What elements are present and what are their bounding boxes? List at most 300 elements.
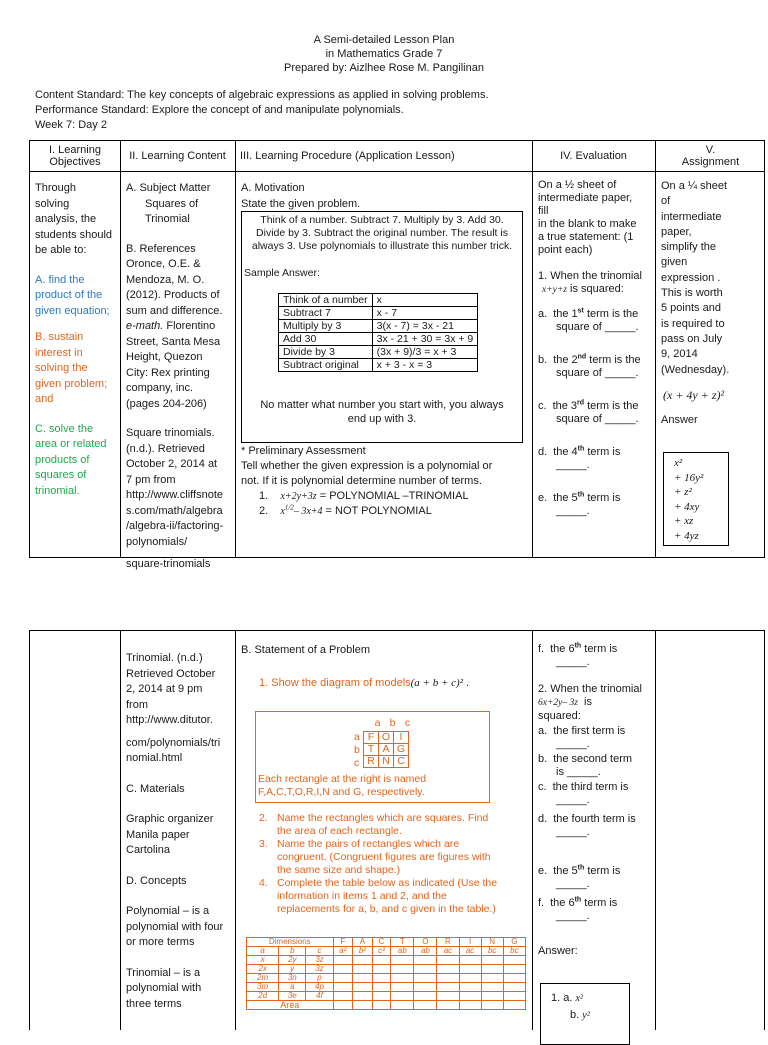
subheader-cell: ab: [391, 947, 414, 956]
dimension-cell: x: [247, 956, 279, 965]
evaluation-item-line: _____.: [556, 656, 590, 668]
objectives-intro: [35, 181, 119, 259]
column-divider: [655, 631, 656, 1030]
header-objectives: [30, 141, 120, 171]
answer-term: + 16y²: [674, 471, 704, 484]
reference-1: [126, 257, 234, 412]
dimensions-header-row: [247, 938, 526, 947]
empty-cell: [333, 992, 353, 1001]
rectangle-header: R: [437, 938, 459, 947]
empty-cell: [503, 1001, 525, 1010]
empty-cell: [414, 965, 437, 974]
conclusion-line: end up with 3.: [347, 413, 417, 425]
header-objectives-line2: Objectives: [49, 156, 101, 168]
empty-cell: [437, 965, 459, 974]
reference-2: [126, 426, 234, 573]
answer-1a: [551, 990, 590, 1007]
content-line: (pages 204-206): [126, 397, 207, 410]
evaluation-item-line: _____.: [556, 794, 590, 806]
assignment-line: of: [661, 195, 671, 208]
conclusion-text: [246, 398, 518, 426]
content-line: Squares of: [145, 197, 199, 210]
prelim-answer: = NOT POLYNOMIAL: [322, 505, 432, 517]
objectives-line: solving: [35, 197, 70, 210]
diagram-column-labels: [370, 717, 415, 729]
empty-cell: [391, 956, 414, 965]
objectives-line: product of the: [35, 289, 103, 301]
expression: – 3x+4: [293, 506, 323, 517]
empty-cell: [481, 1001, 503, 1010]
item-letter: c.: [538, 400, 547, 412]
lesson-plan-table: [29, 140, 765, 570]
empty-cell: [414, 974, 437, 983]
answer-term: x²: [674, 457, 683, 469]
diagram-row-labels: [354, 731, 360, 770]
step-number: 2.: [259, 812, 268, 824]
dimensions-row: [247, 974, 526, 983]
evaluation-item-line: _____.: [556, 459, 590, 471]
expression: x: [280, 506, 285, 517]
empty-cell: [333, 956, 353, 965]
evaluation-item-line: _____.: [556, 826, 590, 838]
item-text: the third term is: [552, 781, 629, 793]
assignment-line: On a ¼ sheet: [661, 180, 728, 192]
evaluation-item-line: [538, 400, 654, 413]
evaluation-item-line: [538, 725, 654, 738]
content-line: Retrieved October: [126, 667, 216, 680]
expression: x+2y+3z: [280, 491, 317, 502]
step-cell: Subtract original: [279, 359, 373, 372]
evaluation-item-line: _____.: [556, 878, 590, 890]
grid-row-label: b: [354, 744, 360, 756]
prelim-title: * Preliminary Assessment: [241, 445, 366, 457]
superscript: th: [574, 896, 582, 904]
rectangle-cell: R: [364, 756, 379, 768]
superscript: th: [577, 864, 585, 872]
evaluation-text: is: [584, 696, 592, 708]
empty-cell: [481, 956, 503, 965]
evaluation-item-line: square of _____.: [556, 367, 639, 379]
problem-line: Think of a number. Subtract 7. Multiply by 3. Add 30.: [260, 214, 504, 226]
step-number: 4.: [259, 877, 268, 889]
empty-cell: [414, 983, 437, 992]
objectives-line: trinomial.: [35, 484, 80, 497]
rectangle-header: I: [459, 938, 481, 947]
rectangle-cell: F: [364, 732, 379, 744]
assignment-line: is required to: [661, 317, 725, 330]
rectangle-cell: I: [394, 732, 409, 744]
evaluation-text: is squared:: [566, 283, 624, 295]
item-text: the 5th term is: [553, 864, 621, 877]
performance-standard: Performance Standard: Explore the concept of and manipulate polynomials.: [35, 104, 404, 116]
step-line: the same size and shape.): [277, 864, 401, 876]
subheader-cell: bc: [481, 947, 503, 956]
rectangle-header: N: [481, 938, 503, 947]
sample-answer-label: Sample Answer:: [244, 267, 320, 279]
table-row: [279, 320, 478, 333]
evaluation-item: [538, 354, 654, 380]
answer-content: [551, 990, 590, 1024]
content-line: http://www.ditutor.: [126, 714, 213, 726]
subheader-cell: ab: [414, 947, 437, 956]
dimension-cell: 3z: [306, 965, 333, 974]
area-label: Area: [247, 1001, 334, 1010]
dimension-cell: 4f: [306, 992, 333, 1001]
rectangle-cell: G: [394, 744, 409, 756]
content-line: City: Rex printing: [126, 366, 210, 379]
evaluation-answer-box: [540, 983, 630, 1045]
column-divider: [235, 141, 236, 557]
item-letter: a.: [538, 308, 548, 320]
empty-cell: [481, 974, 503, 983]
objectives-line: Through: [35, 182, 76, 194]
table-row: [279, 333, 478, 346]
objective-c: [35, 422, 119, 500]
expression: 6x+2y– 3z: [538, 698, 578, 708]
item-text: the 6th term is: [550, 642, 618, 655]
evaluation-item: [538, 897, 654, 923]
evaluation-item-line: [538, 753, 654, 766]
dimension-cell: 3z: [306, 956, 333, 965]
empty-cell: [503, 974, 525, 983]
objectives-line: given problem;: [35, 377, 108, 390]
evaluation-item-line: [538, 308, 654, 321]
preliminary-assessment: [241, 444, 531, 519]
empty-cell: [459, 965, 481, 974]
expression-cell: x: [372, 294, 478, 307]
question-2: 2. When the trinomial: [538, 683, 642, 695]
exponent: 1/2: [284, 503, 294, 512]
empty-cell: [459, 1001, 481, 1010]
empty-cell: [437, 983, 459, 992]
concept-line: three terms: [126, 997, 182, 1010]
dimension-cell: 2x: [247, 965, 279, 974]
empty-cell: [481, 992, 503, 1001]
evaluation-item-line: square of _____.: [556, 321, 639, 333]
document-author: Prepared by: Aizlhee Rose M. Pangilinan: [284, 62, 484, 74]
objectives-line: C. solve the: [35, 422, 94, 435]
expression: x+y+z: [542, 285, 567, 295]
prelim-line: not. If it is polynomial determine number of terms.: [241, 475, 482, 487]
answer-1b: [551, 1007, 590, 1024]
grid-row: [364, 756, 409, 768]
diagram-caption: [258, 773, 426, 799]
evaluation-line: point each): [538, 244, 593, 256]
problem-text: [246, 214, 518, 253]
content-line: Street, Santa Mesa: [126, 335, 221, 348]
superscript: st: [577, 307, 584, 315]
empty-cell: [372, 956, 391, 965]
expression-cell: (3x + 9)/3 = x + 3: [372, 346, 478, 359]
column-divider: [120, 631, 121, 1030]
empty-cell: [391, 974, 414, 983]
header-content: II. Learning Content: [129, 150, 226, 162]
rectangle-header: C: [372, 938, 391, 947]
subheader-cell: ac: [459, 947, 481, 956]
content-line: (n.d.). Retrieved: [126, 442, 205, 455]
step-line: information in items 1 and 2, and the: [277, 890, 447, 902]
dimension-cell: 2m: [247, 974, 279, 983]
empty-cell: [333, 974, 353, 983]
empty-cell: [353, 956, 373, 965]
evaluation-item-f: [538, 643, 654, 669]
motivation-title: A. Motivation: [241, 182, 305, 194]
item-text: the 6th term is: [550, 896, 618, 909]
empty-cell: [333, 983, 353, 992]
content-line: Height, Quezon: [126, 351, 203, 363]
document-header: [0, 33, 768, 75]
problem-box: [241, 211, 523, 443]
item-text: the 1st term is the: [553, 307, 639, 320]
step-cell: Divide by 3: [279, 346, 373, 359]
objectives-line: area or related: [35, 438, 107, 450]
rectangle-header: G: [503, 938, 525, 947]
lesson-plan-table-continued: [29, 630, 765, 1030]
evaluation-text: squared:: [538, 710, 581, 722]
step-line: Name the pairs of rectangles which are: [277, 838, 460, 850]
grid-column-label: a: [374, 717, 381, 729]
subheader-cell: b²: [353, 947, 373, 956]
table-row: [279, 359, 478, 372]
empty-cell: [459, 974, 481, 983]
caption-line: F,A,C,T,O,R,I,N and G, respectively.: [258, 786, 425, 798]
assignment-line: intermediate: [661, 210, 722, 223]
header-assignment-line2: Assignment: [681, 156, 740, 168]
expression: y²: [582, 1010, 590, 1021]
empty-cell: [503, 992, 525, 1001]
number-trick-table: [278, 293, 478, 372]
prelim-answer: = POLYNOMIAL –TRINOMIAL: [316, 490, 469, 502]
column-divider: [235, 631, 236, 1030]
dimension-cell: 3n: [279, 974, 306, 983]
content-line: sum and difference.: [126, 304, 223, 317]
evaluation-item: [538, 813, 654, 839]
empty-cell: [372, 983, 391, 992]
empty-cell: [459, 992, 481, 1001]
evaluation-line: On a ½ sheet of: [538, 179, 617, 191]
evaluation-item: [538, 725, 654, 751]
evaluation-item-line: [538, 813, 654, 826]
objectives-line: students should: [35, 228, 113, 241]
empty-cell: [459, 983, 481, 992]
evaluation-line: fill: [538, 205, 549, 217]
grid-column-label: b: [389, 717, 396, 729]
empty-cell: [391, 983, 414, 992]
superscript: rd: [577, 399, 585, 407]
expression-cell: 3(x - 7) = 3x - 21: [372, 320, 478, 333]
answer-label-text: b.: [570, 1009, 580, 1021]
evaluation-item: [538, 492, 654, 518]
subheader-cell: a²: [333, 947, 353, 956]
objectives-line: analysis, the: [35, 213, 97, 225]
empty-cell: [391, 1001, 414, 1010]
item-letter: c.: [538, 781, 547, 793]
answer-term: + z²: [674, 486, 692, 498]
column-divider: [120, 141, 121, 557]
prelim-item-1: 1. x+2y+3z = POLYNOMIAL –TRINOMIAL: [259, 490, 469, 502]
evaluation-item-line: [538, 354, 654, 367]
item-text: the 4th term is: [553, 445, 621, 458]
step-body: [277, 812, 488, 838]
item-letter: d.: [538, 813, 548, 825]
step-body: [277, 877, 497, 916]
area-row: [247, 1001, 526, 1010]
content-line: square-trinomials: [126, 558, 211, 570]
problem-step: [259, 838, 531, 877]
empty-cell: [372, 992, 391, 1001]
content-cell-continued: [126, 651, 234, 1012]
item-letter: b.: [538, 354, 548, 366]
evaluation-items: [538, 308, 654, 518]
content-line: s.com/math/algebra: [126, 504, 223, 517]
content-text: Florentino: [163, 320, 216, 332]
answer-term: + xz: [674, 515, 694, 527]
rectangles-grid: [363, 731, 409, 768]
empty-cell: [414, 992, 437, 1001]
content-line: company, inc.: [126, 382, 194, 394]
evaluation-item: [538, 446, 654, 472]
rectangle-cell: A: [379, 744, 394, 756]
rectangle-cell: O: [379, 732, 394, 744]
empty-cell: [414, 1001, 437, 1010]
content-line: Mendoza, M. O.: [126, 273, 205, 286]
assignment-answer-box: [663, 452, 729, 546]
objectives-line: interest in: [35, 346, 83, 359]
content-line: http://www.cliffsnote: [126, 489, 224, 501]
evaluation-line: intermediate paper,: [538, 192, 633, 204]
assignment-expression: (x + 4y + z)²: [663, 387, 725, 402]
item-letter: f.: [538, 643, 545, 655]
standards-block: [35, 88, 489, 133]
expression-cell: 3x - 21 + 30 = 3x + 9: [372, 333, 478, 346]
objectives-line: products of: [35, 453, 90, 466]
empty-cell: [353, 965, 373, 974]
content-line: [126, 319, 234, 335]
evaluation-item-line: _____.: [556, 505, 590, 517]
grid-row: [364, 744, 409, 756]
content-standard: Content Standard: The key concepts of algebraic expressions as applied in solving problems.: [35, 89, 489, 101]
evaluation-item-line: [538, 446, 654, 459]
problem-steps: [259, 812, 531, 916]
dimension-cell: 2d: [247, 992, 279, 1001]
content-line: from: [126, 698, 148, 711]
evaluation-item-line: [538, 492, 654, 505]
step-cell: Subtract 7: [279, 307, 373, 320]
assignment-line: 5 points and: [661, 302, 721, 315]
evaluation-item-line: is _____.: [556, 766, 601, 778]
step-line: Name the rectangles which are squares. Find: [277, 812, 489, 824]
problem-line: Divide by 3. Subtract the original number. The result is: [256, 227, 508, 239]
concept-line: polynomial with four: [126, 920, 224, 933]
objectives-line: squares of: [35, 469, 87, 481]
answer-term: + 4xy: [674, 500, 700, 513]
motivation-text: State the given problem.: [241, 197, 361, 210]
empty-cell: [481, 983, 503, 992]
question-1: 1. When the trinomial: [538, 270, 642, 282]
column-divider: [532, 631, 533, 1030]
item-text: the 3rd term is the: [552, 399, 639, 412]
subheader-cell: b: [279, 947, 306, 956]
objective-b: [35, 330, 119, 408]
rectangle-cell: C: [394, 756, 409, 768]
conclusion-line: No matter what number you start with, you always: [260, 399, 504, 411]
empty-cell: [353, 1001, 373, 1010]
rectangle-header: A: [353, 938, 373, 947]
item-letter: b.: [538, 753, 548, 765]
rectangle-cell: N: [379, 756, 394, 768]
objectives-line: A. find the: [35, 273, 85, 286]
step-cell: Add 30: [279, 333, 373, 346]
problem-step: [259, 812, 531, 838]
objectives-line: given equation;: [35, 304, 110, 317]
empty-cell: [414, 956, 437, 965]
evaluation-item-line: square of _____.: [556, 413, 639, 425]
superscript: nd: [577, 353, 587, 361]
objective-a: [35, 273, 119, 320]
objectives-line: B. sustain: [35, 331, 84, 343]
evaluation-item: [538, 308, 654, 334]
header-assignment-line1: V.: [705, 144, 716, 156]
evaluation-item-e: [538, 865, 654, 891]
evaluation-item-line: [538, 865, 654, 878]
prelim-line: Tell whether the given expression is a polynomial or: [241, 460, 493, 472]
empty-cell: [391, 992, 414, 1001]
dimension-cell: 4p: [306, 983, 333, 992]
content-line: October 2, 2014 at: [126, 458, 218, 470]
item-letter: a.: [538, 725, 548, 737]
empty-cell: [481, 965, 503, 974]
content-line: (2012). Products of: [126, 289, 220, 301]
step-line: congruent. (Congruent figures are figures with: [277, 851, 491, 863]
subheader-cell: a: [247, 947, 279, 956]
subheader-cell: bc: [503, 947, 525, 956]
problem-line: always 3. Use polynomials to illustrate this number trick.: [251, 240, 513, 252]
concept-line: Polynomial – is a: [126, 905, 210, 917]
step-number: 3.: [259, 838, 268, 850]
rectangle-header: T: [391, 938, 414, 947]
empty-cell: [503, 965, 525, 974]
assignment-line: pass on July: [661, 332, 723, 345]
empty-cell: [459, 956, 481, 965]
answer-label: Answer:: [538, 945, 578, 957]
step-cell: Multiply by 3: [279, 320, 373, 333]
rectangle-header: F: [333, 938, 353, 947]
material-item: Cartolina: [126, 844, 171, 856]
step-line: replacements for a, b, and c given in the table.): [277, 903, 496, 915]
step-text: 1. Show the diagram of models: [259, 677, 411, 689]
step-line: the area of each rectangle.: [277, 825, 402, 837]
grid-row: [364, 732, 409, 744]
empty-cell: [391, 965, 414, 974]
content-line: com/polynomials/tri: [126, 736, 221, 749]
book-title: e-math.: [126, 320, 164, 332]
table-row: [279, 307, 478, 320]
assignment-line: given: [661, 256, 688, 269]
evaluation-item: [538, 781, 654, 807]
assignment-line: This is worth: [661, 287, 723, 300]
item-text: the first term is: [553, 725, 626, 737]
grid-row-label: a: [354, 731, 360, 743]
content-line: 7 pm from: [126, 473, 176, 486]
empty-cell: [372, 965, 391, 974]
subject-matter: [126, 181, 234, 228]
column-divider: [532, 141, 533, 557]
empty-cell: [372, 974, 391, 983]
document-subtitle: in Mathematics Grade 7: [325, 48, 443, 60]
answer-label: Answer: [661, 414, 698, 427]
empty-cell: [353, 992, 373, 1001]
empty-cell: [437, 992, 459, 1001]
